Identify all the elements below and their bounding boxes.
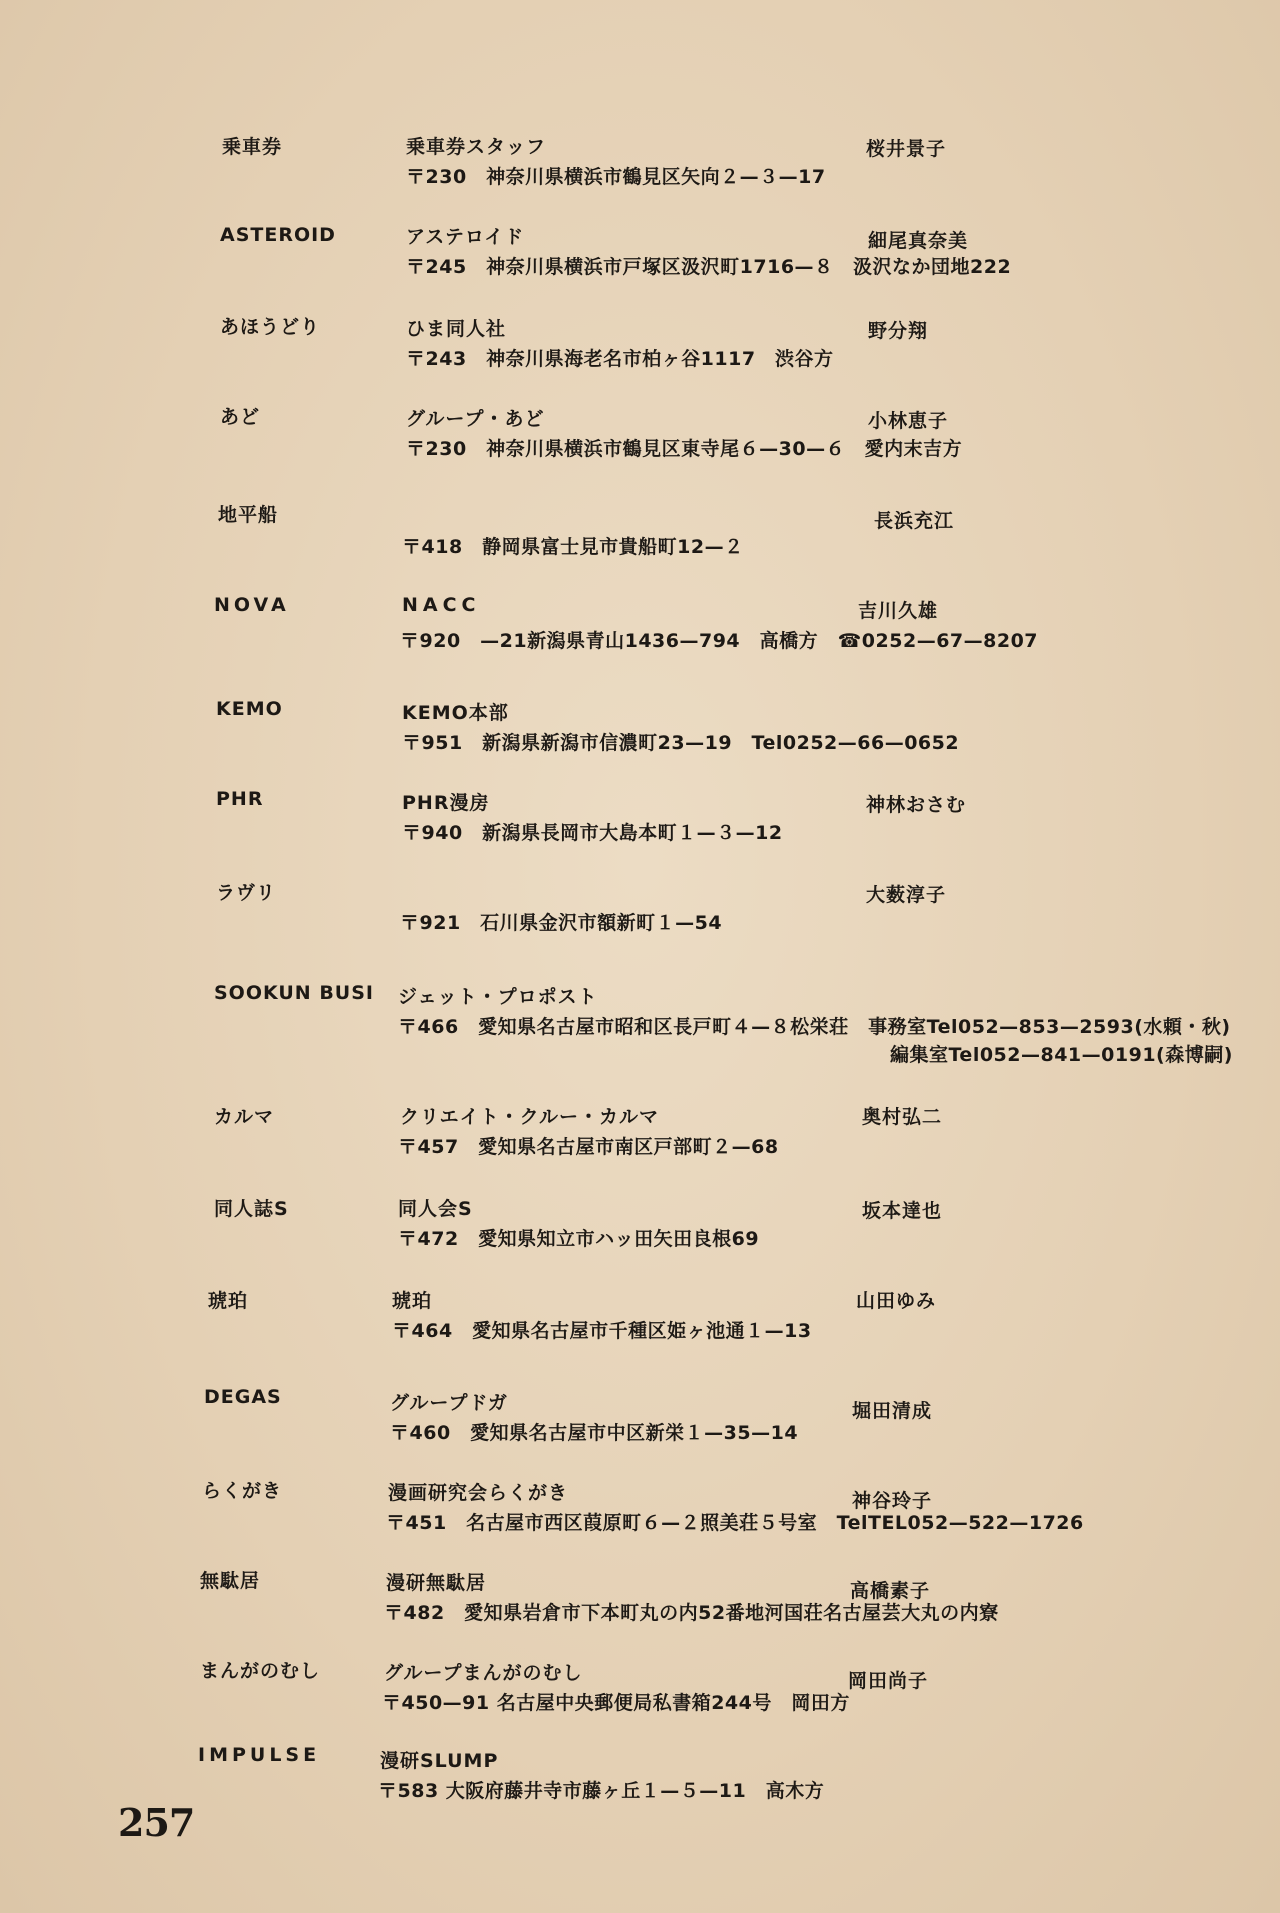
entry-address: 〒940 新潟県長岡市大島本町１—３—12: [402, 822, 783, 844]
entry-group: グループまんがのむし: [384, 1662, 583, 1684]
entry-16: [0, 1654, 1280, 1734]
entry-title: PHR: [216, 788, 264, 810]
entry-address: 〒466 愛知県名古屋市昭和区長戸町４—８松栄荘 事務室Tel052—853—2593(水頼・秋): [398, 1016, 1231, 1038]
entry-address: 〒450—91 名古屋中央郵便局私書箱244号 岡田方: [382, 1692, 850, 1714]
entry-group: NACC: [402, 594, 481, 616]
entry-12: [0, 1284, 1280, 1364]
entry-group: グループ・あど: [406, 408, 545, 430]
entry-person: 神谷玲子: [852, 1490, 933, 1512]
entry-title: NOVA: [214, 594, 290, 616]
entry-group: 乗車券スタッフ: [406, 136, 547, 158]
entry-address: 〒418 静岡県富士見市貴船町12—２: [402, 536, 744, 558]
entry-person: 堀田清成: [852, 1400, 933, 1422]
entry-group: 漫研SLUMP: [380, 1750, 499, 1772]
entry-6: [0, 696, 1280, 776]
entry-title: あど: [220, 406, 261, 428]
entry-title: KEMO: [216, 698, 283, 720]
entry-address: 〒230 神奈川県横浜市鶴見区東寺尾６—30—６ 愛内末吉方: [406, 438, 963, 460]
entry-9: [0, 980, 1280, 1066]
entry-7: [0, 786, 1280, 866]
entry-address: 〒583 大阪府藤井寺市藤ヶ丘１—５—11 高木方: [378, 1780, 825, 1802]
entry-title: ASTEROID: [220, 224, 336, 246]
entry-person: 吉川久雄: [858, 600, 939, 622]
entry-14: [0, 1474, 1280, 1554]
entry-11: [0, 1192, 1280, 1272]
entry-group: 漫研無駄居: [386, 1572, 487, 1594]
entry-address: 〒451 名古屋市西区葭原町６—２照美荘５号室 TelTEL052—522—1726: [386, 1512, 1084, 1534]
page-number: 257: [118, 1800, 195, 1845]
entry-group: KEMO本部: [402, 702, 509, 724]
entry-title: 乗車券: [222, 136, 283, 158]
entry-address: 〒457 愛知県名古屋市南区戸部町２—68: [398, 1136, 779, 1158]
entry-group: 琥珀: [392, 1290, 433, 1312]
entry-address: 〒920 —21新潟県青山1436—794 高橋方 ☎0252—67—8207: [400, 630, 1039, 652]
entry-title: らくがき: [202, 1480, 283, 1502]
entry-4: [0, 498, 1280, 578]
entry-address: 〒951 新潟県新潟市信濃町23—19 Tel0252—66—0652: [402, 732, 960, 754]
entry-person: 神林おさむ: [866, 794, 967, 816]
entry-group: アステロイド: [406, 226, 525, 248]
entry-address: 〒245 神奈川県横浜市戸塚区汲沢町1716—８ 汲沢なか団地222: [406, 256, 1012, 278]
entry-person: 小林恵子: [868, 410, 949, 432]
entry-2: [0, 310, 1280, 390]
entry-1: [0, 220, 1280, 300]
entry-title: 同人誌S: [214, 1198, 289, 1220]
entry-title: 無駄居: [200, 1570, 261, 1592]
entry-address: 〒472 愛知県知立市ハッ田矢田良根69: [398, 1228, 760, 1250]
entry-5: [0, 592, 1280, 672]
entry-group: 同人会S: [398, 1198, 473, 1220]
entry-3: [0, 400, 1280, 480]
entry-title: SOOKUN BUSI: [214, 982, 374, 1004]
entry-title: IMPULSE: [198, 1744, 321, 1766]
entry-person: 野分翔: [868, 320, 929, 342]
entry-person: 奥村弘二: [862, 1106, 943, 1128]
entry-person: 高橋素子: [850, 1580, 931, 1602]
entry-person: 坂本達也: [862, 1200, 943, 1222]
entry-address: 〒921 石川県金沢市額新町１—54: [400, 912, 723, 934]
entry-address: 〒230 神奈川県横浜市鶴見区矢向２—３—17: [406, 166, 826, 188]
entry-10: [0, 1100, 1280, 1180]
entry-title: DEGAS: [204, 1386, 282, 1408]
entry-group: ひま同人社: [406, 318, 507, 340]
entry-group: ジェット・プロポスト: [398, 986, 598, 1008]
entry-title: 地平船: [218, 504, 279, 526]
entry-0: [0, 130, 1280, 210]
entry-13: [0, 1384, 1280, 1464]
entry-address: 〒460 愛知県名古屋市中区新栄１—35—14: [390, 1422, 799, 1444]
entry-address: 〒243 神奈川県海老名市柏ヶ谷1117 渋谷方: [406, 348, 834, 370]
entry-title: ラヴリ: [216, 882, 277, 904]
entry-title: まんがのむし: [200, 1660, 321, 1682]
entry-group: クリエイト・クルー・カルマ: [400, 1106, 660, 1128]
entry-person: 細尾真奈美: [868, 230, 969, 252]
entry-8: [0, 876, 1280, 956]
entry-person: 岡田尚子: [848, 1670, 929, 1692]
entry-address: 〒464 愛知県名古屋市千種区姫ヶ池通１—13: [392, 1320, 812, 1342]
entry-address: 〒482 愛知県岩倉市下本町丸の内52番地河国荘名古屋芸大丸の内寮: [384, 1602, 999, 1624]
entry-title: あほうどり: [220, 316, 321, 338]
entry-person: 桜井景子: [866, 138, 947, 160]
entry-group: PHR漫房: [402, 792, 490, 814]
entry-15: [0, 1564, 1280, 1644]
entry-title: カルマ: [214, 1106, 275, 1128]
entry-address-extra: 編集室Tel052—841—0191(森博嗣): [890, 1044, 1233, 1066]
entry-title: 琥珀: [208, 1290, 249, 1312]
entry-person: 長浜充江: [874, 510, 955, 532]
entry-person: 大薮淳子: [866, 884, 947, 906]
entry-group: 漫画研究会らくがき: [388, 1482, 569, 1504]
entry-group: グループドガ: [390, 1392, 508, 1414]
entry-person: 山田ゆみ: [856, 1290, 937, 1312]
